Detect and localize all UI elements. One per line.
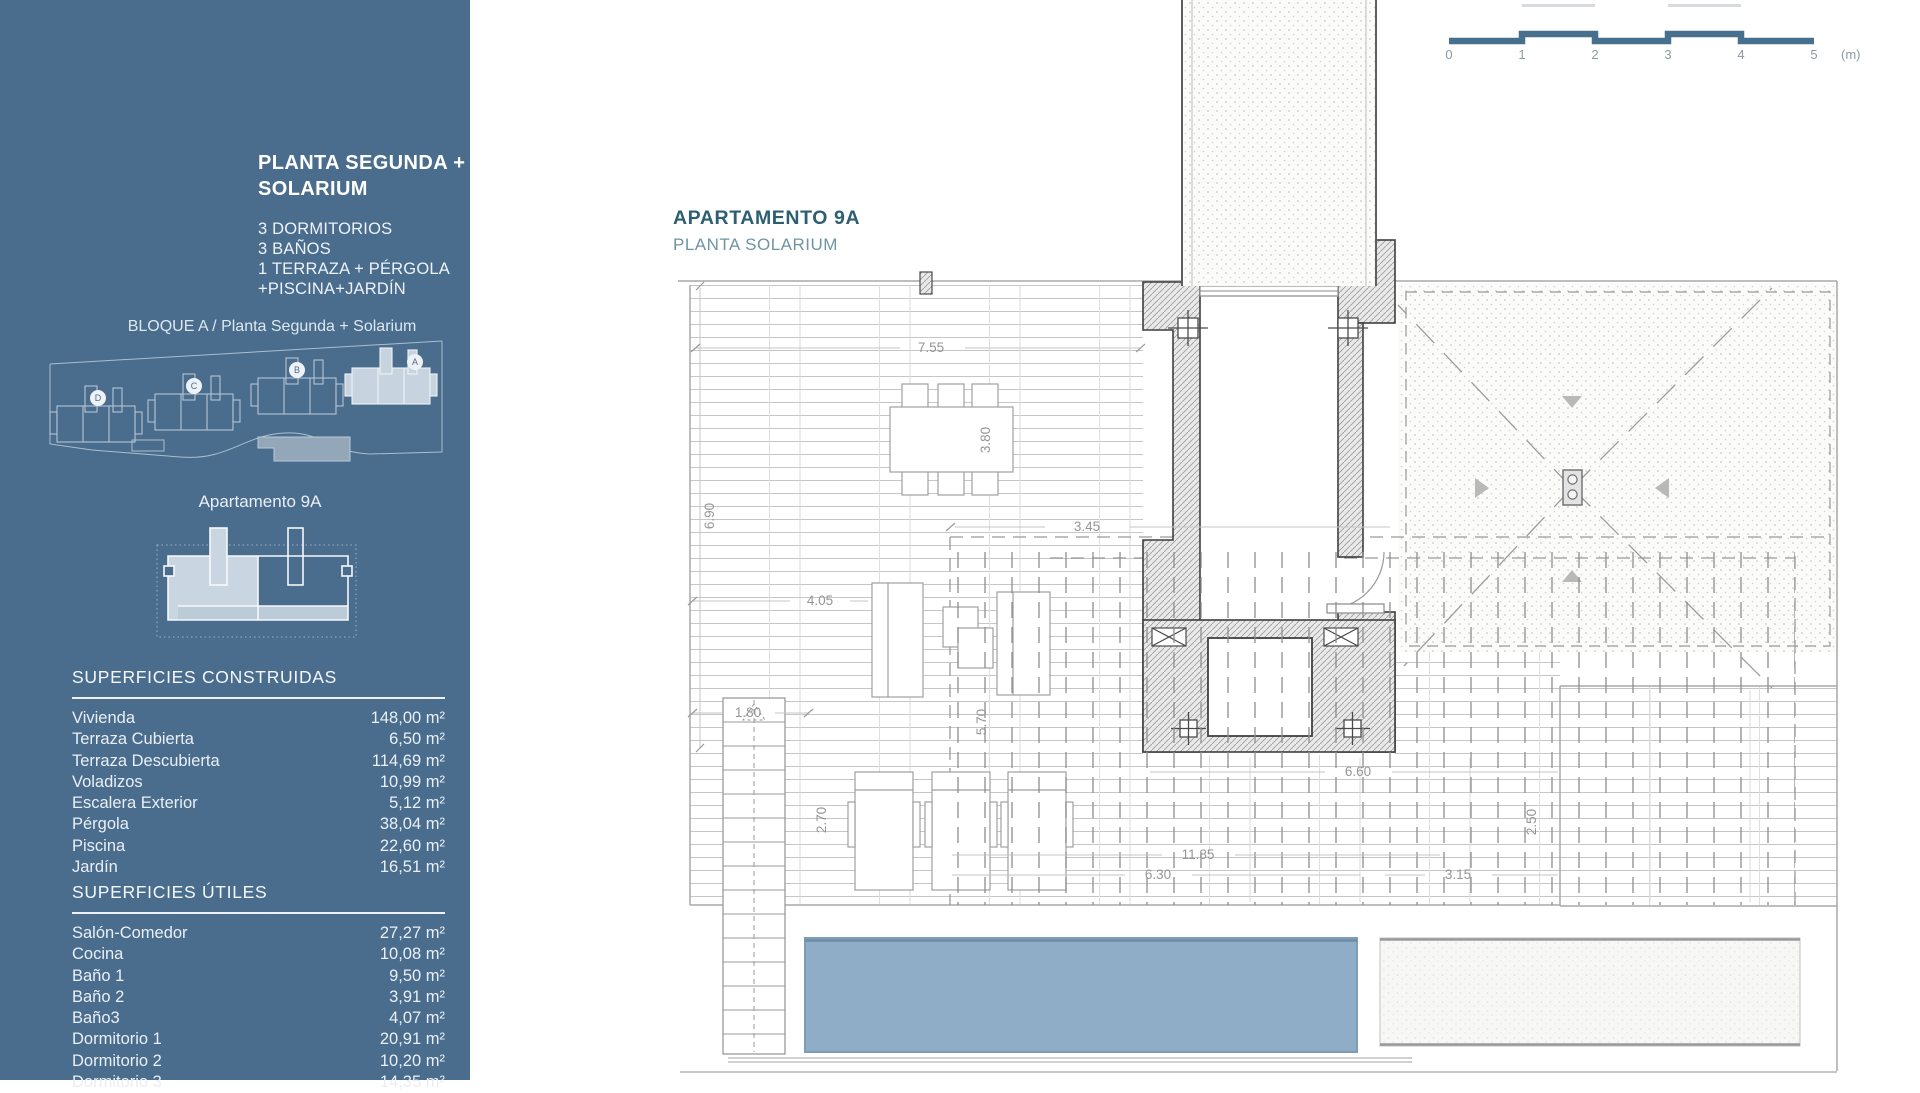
table-row: [72, 772, 445, 793]
row-label: Pérgola: [72, 815, 129, 834]
row-value: 3,91 m²: [389, 987, 445, 1006]
bottom-edges: [680, 1058, 1837, 1072]
dim-label: 3.80: [978, 426, 993, 454]
table-row: [72, 751, 445, 772]
dim-label: 6.60: [1344, 764, 1372, 779]
row-value: 9,50 m²: [389, 966, 445, 985]
row-value: 114,69 m²: [371, 751, 445, 770]
row-label: Baño 1: [72, 966, 125, 985]
feature-item: +PISCINA+JARDÍN: [258, 280, 406, 299]
scale-label: 4: [1737, 47, 1745, 62]
row-value: 5,12 m²: [389, 794, 445, 813]
roof-shaft: [1182, 0, 1376, 286]
dim-label: 6.30: [1144, 867, 1172, 882]
table-row: [72, 923, 445, 944]
feature-item: 1 TERRAZA + PÉRGOLA: [258, 260, 450, 279]
row-label: Dormitorio 2: [72, 1051, 162, 1070]
surfaces-useful-table: [72, 882, 445, 1093]
row-label: Terraza Descubierta: [72, 751, 220, 770]
row-value: 16,51 m²: [379, 858, 445, 877]
row-value: 10,08 m²: [379, 945, 445, 964]
dining-table: [890, 384, 1013, 495]
plan-title: APARTAMENTO 9A: [673, 207, 861, 229]
sidebar-title-line1: PLANTA SEGUNDA +: [258, 152, 466, 174]
row-value: 4,07 m²: [389, 1009, 445, 1028]
row-value: 20,91 m²: [379, 1030, 445, 1049]
dim-label: 5.70: [974, 708, 989, 736]
surfaces-built-heading: SUPERFICIES CONSTRUIDAS: [72, 667, 445, 699]
feature-item: 3 BAÑOS: [258, 240, 331, 259]
sidebar: [0, 0, 470, 1092]
row-value: 10,20 m²: [379, 1051, 445, 1070]
feature-list: [258, 219, 450, 300]
block-caption: BLOQUE A / Planta Segunda + Solarium: [127, 318, 417, 335]
table-row: [72, 1008, 445, 1029]
row-value: 27,27 m²: [379, 924, 445, 942]
apartment-caption: Apartamento 9A: [198, 492, 322, 511]
pool: [805, 938, 1357, 1052]
row-label: Salón-Comedor: [72, 924, 188, 942]
table-row: [72, 966, 445, 987]
table-row: [72, 1072, 445, 1093]
table-row: [72, 857, 445, 878]
table-row: [72, 793, 445, 814]
table-row: [72, 814, 445, 835]
floor-plan-drawing: [470, 0, 1920, 1080]
sidebar-title-line2: SOLARIUM: [258, 178, 368, 201]
dim-label: 3.15: [1444, 867, 1472, 882]
scale-label: 2: [1591, 47, 1599, 62]
row-label: Baño 2: [72, 987, 125, 1006]
table-row: [72, 729, 445, 750]
block-b-terrace: [258, 437, 350, 461]
scale-label: 5: [1810, 47, 1818, 62]
surfaces-useful-heading: SUPERFICIES ÚTILES: [72, 882, 445, 914]
badge-a: A: [411, 357, 419, 367]
core-wall-right: [1338, 323, 1363, 557]
exterior-stair: [723, 698, 785, 1054]
dim-label: 1.80: [734, 705, 762, 720]
sidebar-title: [258, 150, 465, 203]
table-row: [72, 708, 445, 729]
table-row: [72, 944, 445, 965]
roof-drain: [1563, 470, 1582, 505]
table-row: [72, 1029, 445, 1050]
dim-label: 6.90: [702, 502, 717, 530]
dim-label: 7.55: [917, 340, 945, 355]
row-label: Vivienda: [72, 709, 135, 727]
dim-label: 2.70: [814, 806, 829, 834]
block-a-highlighted: [345, 348, 437, 404]
table-row: [72, 987, 445, 1008]
dim-label: 4.05: [806, 593, 834, 608]
garden: [1380, 938, 1800, 1046]
table-row: [72, 1051, 445, 1072]
row-value: 148,00 m²: [370, 709, 445, 727]
small-pool-outline: [132, 440, 164, 451]
row-label: Jardín: [72, 858, 118, 877]
row-value: 10,99 m²: [379, 772, 445, 791]
row-label: Cocina: [72, 945, 124, 964]
row-value: 14,35 m²: [379, 1073, 445, 1092]
badge-d: D: [94, 393, 102, 403]
row-label: Baño3: [72, 1009, 120, 1028]
dim-label: 3.45: [1073, 519, 1101, 534]
scale-label: 3: [1664, 47, 1672, 62]
row-value: 22,60 m²: [379, 836, 445, 855]
dim-label: 2.50: [1524, 808, 1539, 836]
site-key-plan: [30, 336, 450, 488]
row-label: Piscina: [72, 836, 126, 855]
row-value: 6,50 m²: [389, 730, 445, 749]
table-row: [72, 836, 445, 857]
row-label: Terraza Cubierta: [72, 730, 194, 749]
row-label: Escalera Exterior: [72, 794, 198, 813]
plan-subtitle: PLANTA SOLARIUM: [673, 235, 838, 254]
unit-diagram: [140, 526, 355, 648]
scale-label: 1: [1518, 47, 1526, 62]
badge-c: C: [190, 381, 198, 391]
dim-label: 11.85: [1181, 847, 1215, 862]
feature-item: 3 DORMITORIOS: [258, 220, 393, 238]
row-label: Dormitorio 1: [72, 1030, 162, 1049]
surfaces-built-table: [72, 667, 445, 878]
row-label: Voladizos: [72, 772, 143, 791]
row-label: Dormitorio 3: [72, 1073, 162, 1092]
pergola-slats: [947, 548, 1795, 905]
row-value: 38,04 m²: [379, 815, 445, 834]
scale-label: 0: [1445, 47, 1453, 62]
scale-unit: (m): [1841, 47, 1861, 62]
boundary-post: [920, 272, 932, 294]
badge-b: B: [293, 365, 301, 375]
